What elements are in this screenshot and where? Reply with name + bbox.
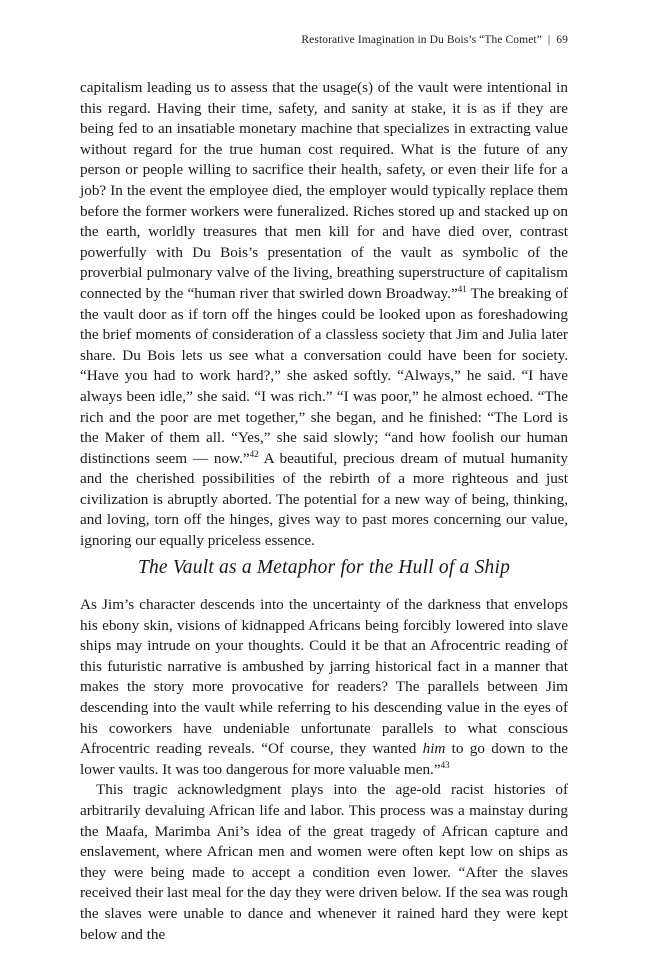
footnote-ref: 42	[249, 448, 259, 459]
footnote-ref: 41	[457, 283, 467, 294]
paragraph-text: This tragic acknowledgment plays into the age-old racist histories of arbitrarily devaluing African life and labor. This process was a mainstay during the Maafa, Marimba Ani’s idea of the great tragedy of African capture and enslavement, where African men and women were often kept low on ships as they were being made to accept a condition even lower. “After the slaves received their last meal for the day they were driven below. If the sea was rough the slaves were unable to dance and whenever it rained hard they were kept below and the	[80, 781, 568, 943]
running-head-separator: |	[547, 34, 551, 46]
body-text-section	[80, 595, 568, 945]
footnote-ref: 43	[440, 759, 450, 770]
paragraph	[80, 595, 568, 780]
body-text-top	[80, 78, 568, 552]
paragraph-text: As Jim’s character descends into the uncertainty of the darkness that envelops his ebony skin, visions of kidnapped Africans being forcibly lowered into slave ships may intrude on your thoughts. Could it be that an Afrocentric reading of this futuristic narrative is ambushed by jarring historical fact in a manner that makes the story more provocative for readers? The parallels between Jim descending into the vault while referring to his descending value in the eyes of his coworkers have undeniable unfortunate parallels to what conscious Afrocentric reading reveals. “Of course, they wanted	[80, 596, 568, 758]
running-head-title: Restorative Imagination in Du Bois’s “The Comet”	[301, 34, 542, 46]
paragraph-text: capitalism leading us to assess that the usage(s) of the vault were intentional in this regard. Having their time, safety, and sanity at stake, it is as if they are being fed to an insatiable monetary machine that specializes in extracting value without regard for the true human cost required. What is the future of any person or people willing to sacrifice their health, safety, or even their life for a job? In the event the employee died, the employer would typically replace them before the former workers were funeralized. Riches stored up and stacked up on the earth, worldly treasures that men kill for and have died over, contrast powerfully with Du Bois’s presentation of the vault as symbolic of the proverbial pulmonary valve of the living, breathing superstructure of capitalism connected by the “human river that swirled down Broadway.”	[80, 79, 568, 302]
paragraph	[80, 78, 568, 552]
paragraph	[80, 780, 568, 945]
paragraph-text: to go down to the lower vaults. It was too dangerous for more valuable men.”	[80, 740, 568, 778]
paragraph-text: The breaking of the vault door as if torn off the hinges could be looked upon as foreshadowing the brief moments of consideration of a classless society that Jim and Julia later share. Du Bois lets us see what a conversation could have been for society. “Have you had to work hard?,” she asked softly. “Always,” he said. “I have always been idle,” she said. “I was rich.” “I was poor,” he almost echoed. “The rich and the poor are met together,” she began, and he finished: “The Lord is the Maker of them all. “Yes,” she said slowly; “and how foolish our human distinctions seem — now.”	[80, 284, 568, 467]
paragraph-text: A beautiful, precious dream of mutual humanity and the cherished possibilities of the rebirth of a more righteous and just civilization is abruptly aborted. The potential for a new way of being, thinking, and loving, torn off the hinges, gives way to past mores concerning our value, ignoring our equally priceless essence.	[80, 449, 568, 550]
running-head	[301, 34, 568, 46]
section-heading: The Vault as a Metaphor for the Hull of a Ship	[137, 557, 511, 578]
emphasis: him	[422, 740, 446, 758]
page-number: 69	[556, 34, 568, 46]
